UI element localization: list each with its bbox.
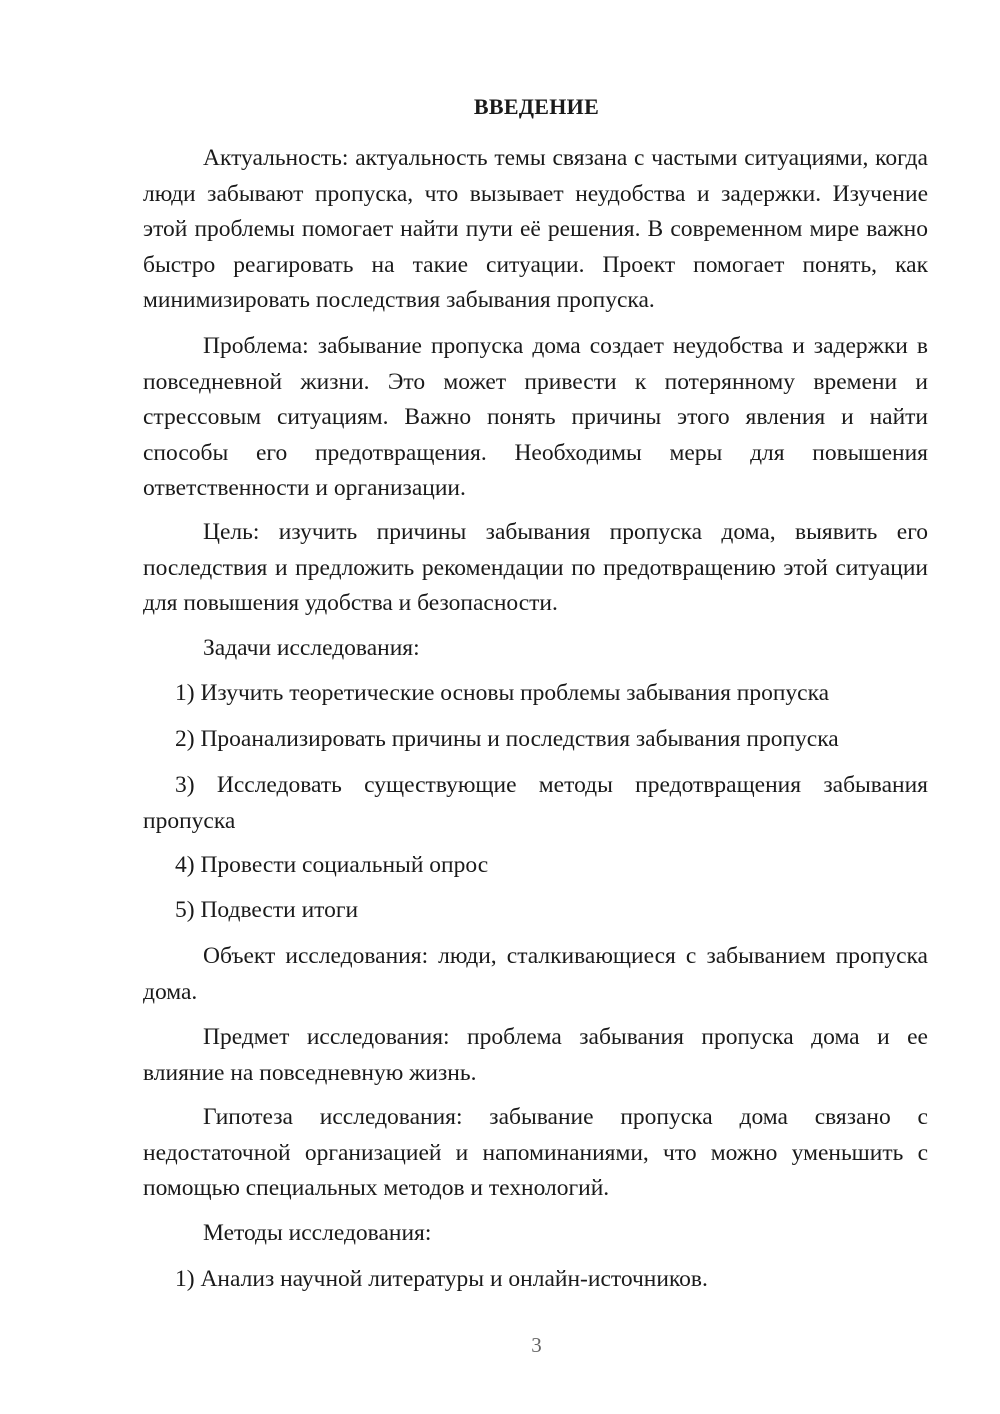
list-item: 1) Анализ научной литературы и онлайн-источников.: [175, 1266, 708, 1292]
page-title: ВВЕДЕНИЕ: [473, 94, 600, 119]
list-item: 4) Провести социальный опрос: [175, 852, 489, 878]
paragraph-problem: Проблема: забывание пропуска дома создает неудобства и задержки в повседневной жизни. Это может привести к потерянному времени и стрессовым ситуациям. Важно понять причины этого явления и найти способы его предотвращения. Необходимы меры для повышения ответственности и организации.: [143, 333, 928, 501]
list-item: 3) Исследовать существующие методы предотвращения забывания пропуска: [143, 772, 928, 834]
paragraph-subject: Предмет исследования: проблема забывания пропуска дома и ее влияние на повседневную жизнь.: [143, 1024, 928, 1086]
paragraph-object: Объект исследования: люди, сталкивающиеся с забыванием пропуска дома.: [143, 943, 928, 1005]
list-item: 1) Изучить теоретические основы проблемы забывания пропуска: [175, 680, 830, 706]
paragraph-goal: Цель: изучить причины забывания пропуска дома, выявить его последствия и предложить рекомендации по предотвращению этой ситуации для повышения удобства и безопасности.: [143, 519, 928, 616]
page-number: 3: [531, 1333, 542, 1357]
paragraph-relevance: Актуальность: актуальность темы связана с частыми ситуациями, когда люди забывают пропуска, что вызывает неудобства и задержки. Изучение этой проблемы помогает найти пути её решения. В современном мире важно быстро реагировать на такие ситуации. Проект помогает понять, как минимизировать последствия забывания пропуска.: [143, 145, 928, 313]
list-item: 2) Проанализировать причины и последствия забывания пропуска: [175, 726, 839, 752]
paragraph-hypothesis: Гипотеза исследования: забывание пропуска дома связано с недостаточной организацией и напоминаниями, что можно уменьшить с помощью специальных методов и технологий.: [143, 1104, 928, 1201]
tasks-heading: Задачи исследования:: [203, 635, 420, 661]
list-item: 5) Подвести итоги: [175, 897, 359, 923]
methods-heading: Методы исследования:: [203, 1220, 432, 1246]
